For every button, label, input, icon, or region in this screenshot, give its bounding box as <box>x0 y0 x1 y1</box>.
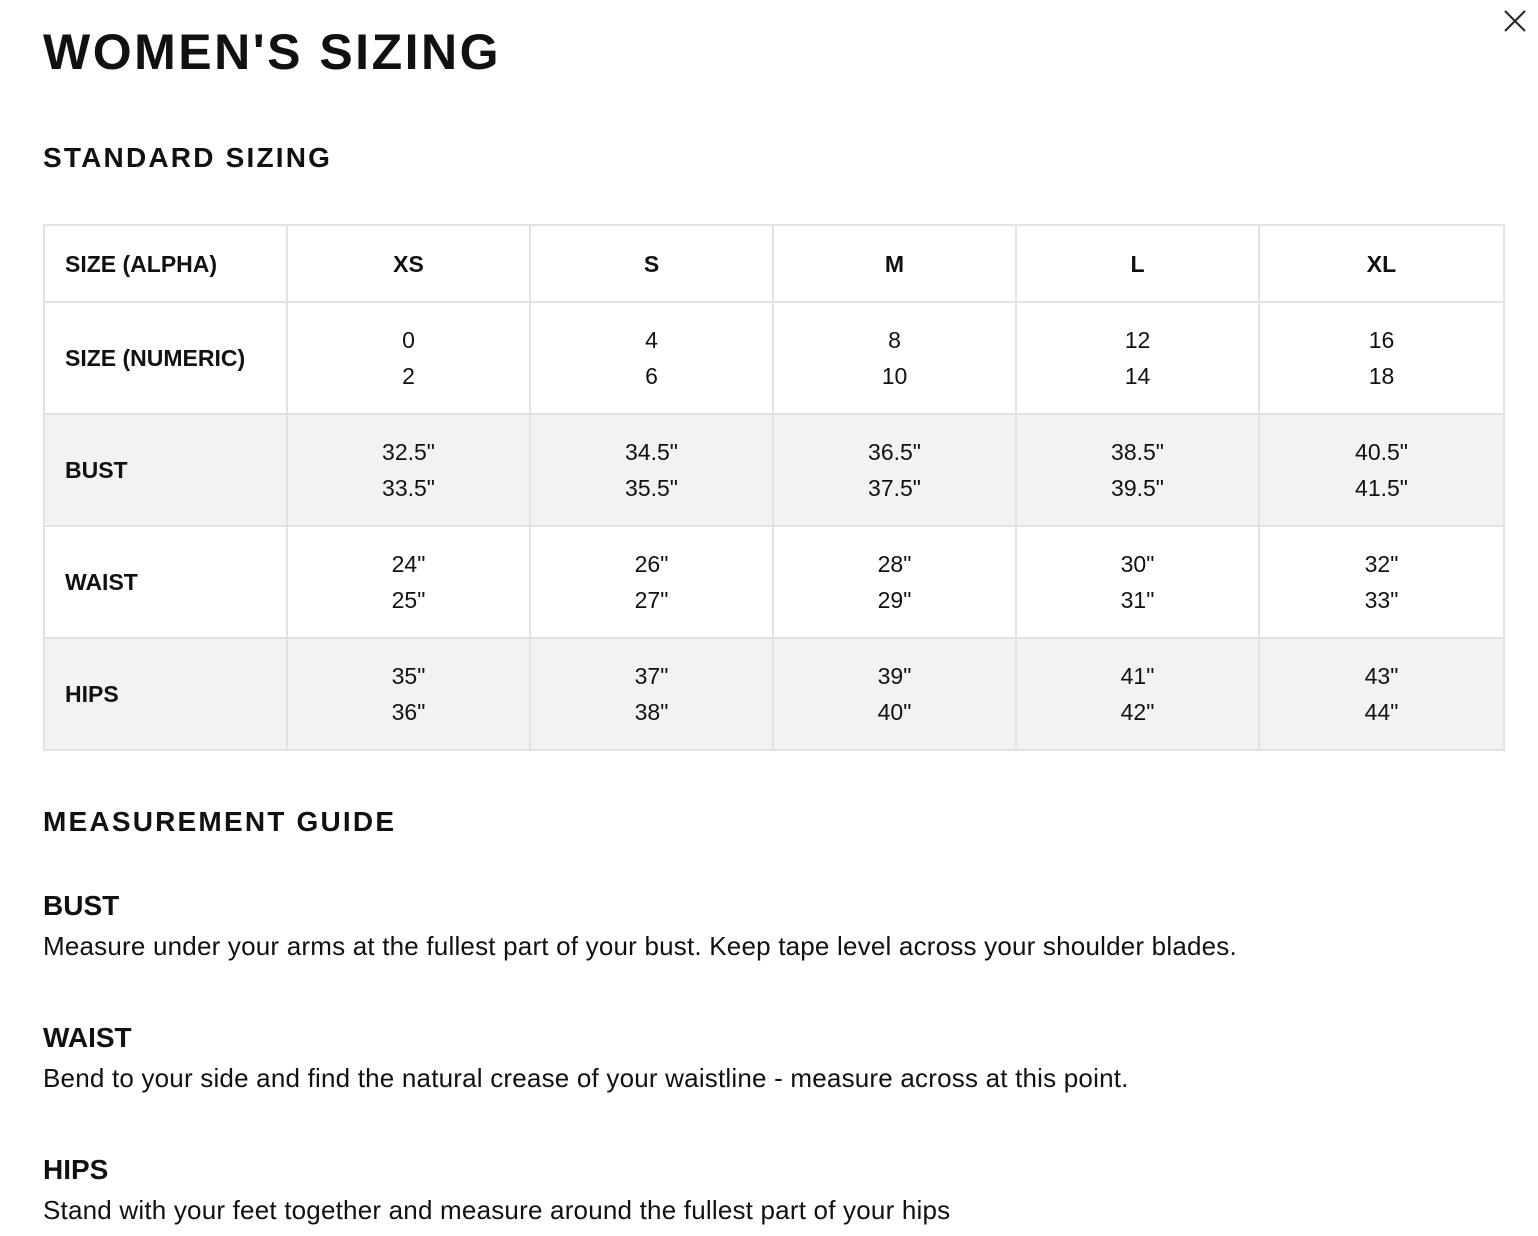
cell-value: 12 <box>1124 327 1151 353</box>
table-cell <box>1016 638 1259 750</box>
table-cell <box>1259 302 1504 414</box>
table-cell <box>287 225 530 302</box>
cell-value: 40.5" <box>1355 439 1408 465</box>
cell-value: 27" <box>634 587 669 613</box>
row-label: HIPS <box>44 638 287 750</box>
cell-value: M <box>884 250 905 277</box>
guide-text: Stand with your feet together and measure around the fullest part of your hips <box>43 1195 951 1225</box>
cell-value: 36.5" <box>868 439 921 465</box>
cell-value: 14 <box>1124 363 1151 389</box>
cell-value: 36" <box>391 699 426 725</box>
table-row-bust <box>44 414 1504 526</box>
table-cell <box>287 638 530 750</box>
cell-value: 28" <box>877 551 912 577</box>
cell-value: XL <box>1366 250 1397 277</box>
cell-value: 30" <box>1120 551 1155 577</box>
cell-value: 0 <box>402 327 415 353</box>
cell-value: 32.5" <box>382 439 435 465</box>
table-cell <box>1016 302 1259 414</box>
table-cell <box>1016 225 1259 302</box>
guide-text: Measure under your arms at the fullest part of your bust. Keep tape level across your shoulder blades. <box>43 931 1237 961</box>
guide-item-bust <box>43 889 1503 963</box>
cell-value: 44" <box>1364 699 1399 725</box>
row-label: WAIST <box>44 526 287 638</box>
table-row-size-alpha <box>44 225 1504 302</box>
cell-value: 25" <box>391 587 426 613</box>
cell-value: 4 <box>645 327 658 353</box>
cell-value: 6 <box>645 363 658 389</box>
cell-value: 24" <box>391 551 426 577</box>
table-cell <box>773 638 1016 750</box>
cell-value: 38" <box>634 699 669 725</box>
table-cell <box>1259 526 1504 638</box>
row-label: BUST <box>44 414 287 526</box>
table-cell <box>530 526 773 638</box>
table-row-size-numeric <box>44 302 1504 414</box>
guide-text: Bend to your side and find the natural crease of your waistline - measure across at this point. <box>43 1063 1129 1093</box>
cell-value: L <box>1130 250 1145 277</box>
row-label: SIZE (ALPHA) <box>44 225 287 302</box>
cell-value: 41.5" <box>1355 475 1408 501</box>
cell-value: XS <box>393 250 424 277</box>
table-cell <box>287 526 530 638</box>
table-cell <box>287 414 530 526</box>
table-cell <box>773 526 1016 638</box>
cell-value: 8 <box>888 327 901 353</box>
close-button[interactable] <box>1500 6 1530 36</box>
cell-value: 40" <box>877 699 912 725</box>
table-cell <box>1259 225 1504 302</box>
cell-value: 39" <box>877 663 912 689</box>
cell-value: 35.5" <box>625 475 678 501</box>
table-cell <box>530 414 773 526</box>
cell-value: S <box>643 250 660 277</box>
table-row-hips <box>44 638 1504 750</box>
table-cell <box>287 302 530 414</box>
cell-value: 42" <box>1120 699 1155 725</box>
cell-value: 10 <box>881 363 908 389</box>
cell-value: 33.5" <box>382 475 435 501</box>
table-cell <box>1259 414 1504 526</box>
guide-heading: HIPS <box>43 1154 109 1185</box>
cell-value: 18 <box>1368 363 1395 389</box>
table-cell <box>1016 414 1259 526</box>
table-cell <box>530 638 773 750</box>
table-cell <box>530 302 773 414</box>
measurement-guide-title: MEASUREMENT GUIDE <box>43 806 397 837</box>
table-cell <box>1016 526 1259 638</box>
cell-value: 31" <box>1120 587 1155 613</box>
guide-item-hips <box>43 1153 1503 1227</box>
cell-value: 41" <box>1120 663 1155 689</box>
cell-value: 43" <box>1364 663 1399 689</box>
cell-value: 37.5" <box>868 475 921 501</box>
page-title: WOMEN'S SIZING <box>43 24 501 80</box>
cell-value: 39.5" <box>1111 475 1164 501</box>
standard-sizing-title: STANDARD SIZING <box>43 142 333 173</box>
cell-value: 32" <box>1364 551 1399 577</box>
cell-value: 16 <box>1368 327 1395 353</box>
close-icon <box>1500 6 1530 36</box>
table-row-waist <box>44 526 1504 638</box>
table-cell <box>530 225 773 302</box>
guide-heading: WAIST <box>43 1022 132 1053</box>
table-cell <box>1259 638 1504 750</box>
cell-value: 35" <box>391 663 426 689</box>
cell-value: 26" <box>634 551 669 577</box>
cell-value: 34.5" <box>625 439 678 465</box>
cell-value: 37" <box>634 663 669 689</box>
table-cell <box>773 225 1016 302</box>
table-cell <box>773 302 1016 414</box>
cell-value: 38.5" <box>1111 439 1164 465</box>
guide-item-waist <box>43 1021 1503 1095</box>
cell-value: 2 <box>402 363 415 389</box>
size-table <box>43 224 1505 751</box>
guide-heading: BUST <box>43 890 120 921</box>
cell-value: 33" <box>1364 587 1399 613</box>
row-label: SIZE (NUMERIC) <box>44 302 287 414</box>
table-cell <box>773 414 1016 526</box>
cell-value: 29" <box>877 587 912 613</box>
